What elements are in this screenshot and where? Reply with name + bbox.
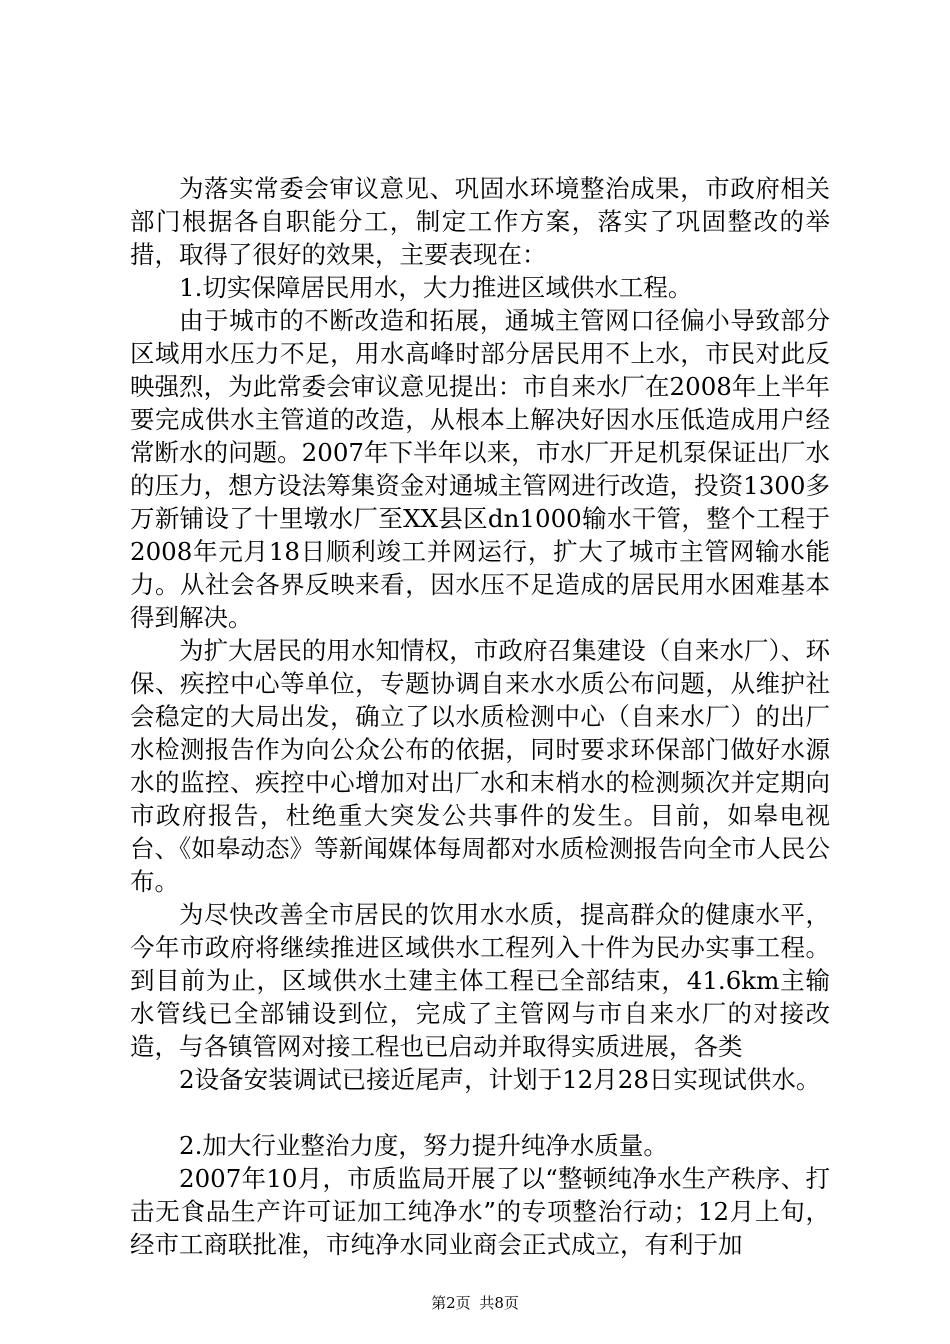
page-total: 共8页 bbox=[479, 1294, 519, 1312]
page-number: 第2页 bbox=[431, 1294, 471, 1312]
document-body bbox=[130, 172, 830, 1261]
paragraph-water-quality-disclosure: 为扩大居民的用水知情权，市政府召集建设（自来水厂）、环保、疾控中心等单位，专题协调自来水水质公布问题，从维护社会稳定的大局出发，确立了以水质检测中心（自来水厂）的出厂水检测报告作为向公众公布的依据，同时要求环保部门做好水源水的监控、疾控中心增加对出厂水和末梢水的检测频次并定期向市政府报告，杜绝重大突发公共事件的发生。目前，如皋电视台、《如皋动态》等新闻媒体每周都对水质检测报告向全市人民公布。 bbox=[130, 636, 830, 896]
paragraph-water-pressure: 由于城市的不断改造和拓展，通城主管网口径偏小导致部分区域用水压力不足，用水高峰时部分居民用不上水，市民对此反映强烈，为此常委会审议意见提出：市自来水厂在2008年上半年要完成供水主管道的改造，从根本上解决好因水压低造成用户经常断水的问题。2007年下半年以来，市水厂开足机泵保证出厂水的压力，想方设法筹集资金对通城主管网进行改造，投资1300多万新铺设了十里墩水厂至XX县区dn1000输水干管，整个工程于2008年元月18日顺利竣工并网运行，扩大了城市主管网输水能力。从社会各界反映来看，因水压不足造成的居民用水困难基本得到解决。 bbox=[130, 306, 830, 632]
page-footer bbox=[0, 1292, 950, 1313]
section-heading-1: 1.切实保障居民用水，大力推进区域供水工程。 bbox=[179, 273, 693, 302]
section-heading-2: 2.加大行业整治力度，努力提升纯净水质量。 bbox=[179, 1131, 668, 1160]
paragraph-purified-water: 2007年10月，市质监局开展了以“整顿纯净水生产秩序、打击无食品生产许可证加工纯净水”的专项整治行动；12月上旬，经市工商联批准，市纯净水同业商会正式成立，有利于加 bbox=[130, 1164, 830, 1259]
paragraph-gap bbox=[130, 1096, 830, 1129]
paragraph-equipment-installation: 2设备安装调试已接近尾声，计划于12月28日实现试供水。 bbox=[179, 1065, 821, 1094]
paragraph-intro: 为落实常委会审议意见、巩固水环境整治成果，市政府相关部门根据各自职能分工，制定工作方案，落实了巩固整改的举措，取得了很好的效果，主要表现在： bbox=[130, 174, 830, 269]
paragraph-regional-supply: 为尽快改善全市居民的饮用水水质，提高群众的健康水平，今年市政府将继续推进区域供水工程列入十件为民办实事工程。到目前为止，区域供水土建主体工程已全部结束，41.6km主输水管线已全部铺设到位，完成了主管网与市自来水厂的对接改造，与各镇管网对接工程也已启动并取得实质进展，各类 bbox=[130, 900, 830, 1061]
